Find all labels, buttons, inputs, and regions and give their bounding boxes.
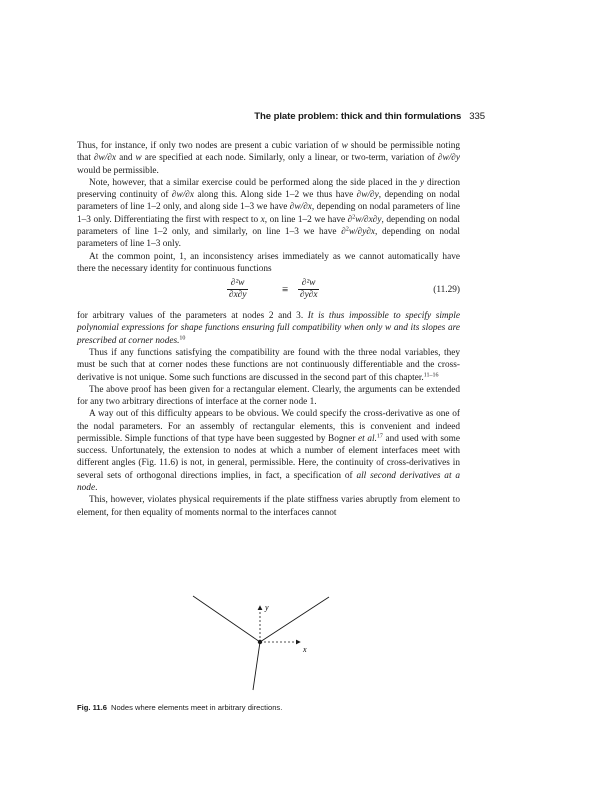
paragraph-6: The above proof has been given for a rectangular element. Clearly, the arguments can be extended for any two arbitrary directions of interface at the corner node 1. — [77, 384, 460, 408]
y-axis-label: y — [265, 603, 269, 612]
element-interface-left — [193, 596, 260, 642]
paragraph-5: Thus if any functions satisfying the compatibility are found with the three nodal variables, they must be such that at corner nodes these functions are not continuously differentiable and the cross-derivative is not unique. Some such functions are discussed in the second part of this chapter.$^{11-16}$ — [77, 347, 460, 383]
running-title: The plate problem: thick and thin formulations — [254, 111, 462, 122]
paragraph-1: Thus, for instance, if only two nodes are present a cubic variation of w should be permissible noting that ∂w/∂x and w are specified at each node. Similarly, only a linear, or two-term, variation of ∂w/∂y would be permissible. — [77, 141, 461, 176]
page-number: 335 — [469, 111, 485, 122]
corner-node — [258, 640, 262, 644]
paragraph-3: At the common point, 1, an inconsistency arises immediately as we cannot automatically have there the necessary identity for continuous functions — [77, 251, 460, 274]
equation-number: (11.29) — [433, 285, 460, 296]
figure-caption — [77, 703, 282, 712]
element-interface-right — [260, 597, 329, 642]
paragraph-4: for arbitrary values of the parameters at nodes 2 and 3. It is thus impossible to specify simple polynomial expressions for shape functions ensuring full compatibility when only w and its slopes are prescribed at corner nodes.$^{10}$ — [77, 311, 460, 346]
element-interface-bottom — [253, 642, 260, 690]
paragraph-8: This, however, violates physical requirements if the plate stiffness varies abruptly from element to element, for then equality of moments normal to the interfaces cannot — [77, 495, 460, 518]
equation-sign: ≡ — [282, 284, 289, 297]
caption-text: Nodes where elements meet in arbitrary directions. — [110, 703, 283, 712]
paragraph-2: Note, however, that a similar exercise could be performed along the side placed in the y direction preserving continuity of ∂w/∂x along this. Along side 1–2 we thus have ∂w/∂y, depending on nodal parameters of line 1–2 only, and along side 1–3 we have ∂w/∂x, depending on nodal parameters of line 1–3 only. Differentiating the first with respect to x, on line 1–2 we have ∂$^2$w/∂x∂y, depending on nodal parameters of line 1–2 only, and similarly, on line 1–3 we have ∂$^2$w/∂y∂x, depending on nodal parameters of line 1–3 only. — [77, 177, 460, 250]
equation-rhs: $\frac{\text{∂²w}}{\partial y\partial x}$ — [300, 278, 318, 301]
x-axis-label: x — [303, 645, 307, 654]
equation-lhs: $\frac{\text{∂²w}}{\partial x\partial y}$ — [229, 278, 247, 301]
paragraph-7: A way out of this difficulty appears to be obvious. We could specify the cross-derivative as one of the nodal parameters. For an assembly of rectangular elements, this is convenient and indeed permissible. Simple functions of that type have been suggested by Bogner et al.$^{17}$ and used with some success. Unfortunately, the extension to nodes at which a number of element interfaces meet with different angles (Fig. 11.6) is not, in general, permissible. Here, the continuity of cross-derivatives in several sets of orthogonal directions implies, in fact, a specification of all second derivatives at a node. — [77, 409, 460, 494]
caption-label: Fig. 11.6 — [77, 703, 107, 712]
